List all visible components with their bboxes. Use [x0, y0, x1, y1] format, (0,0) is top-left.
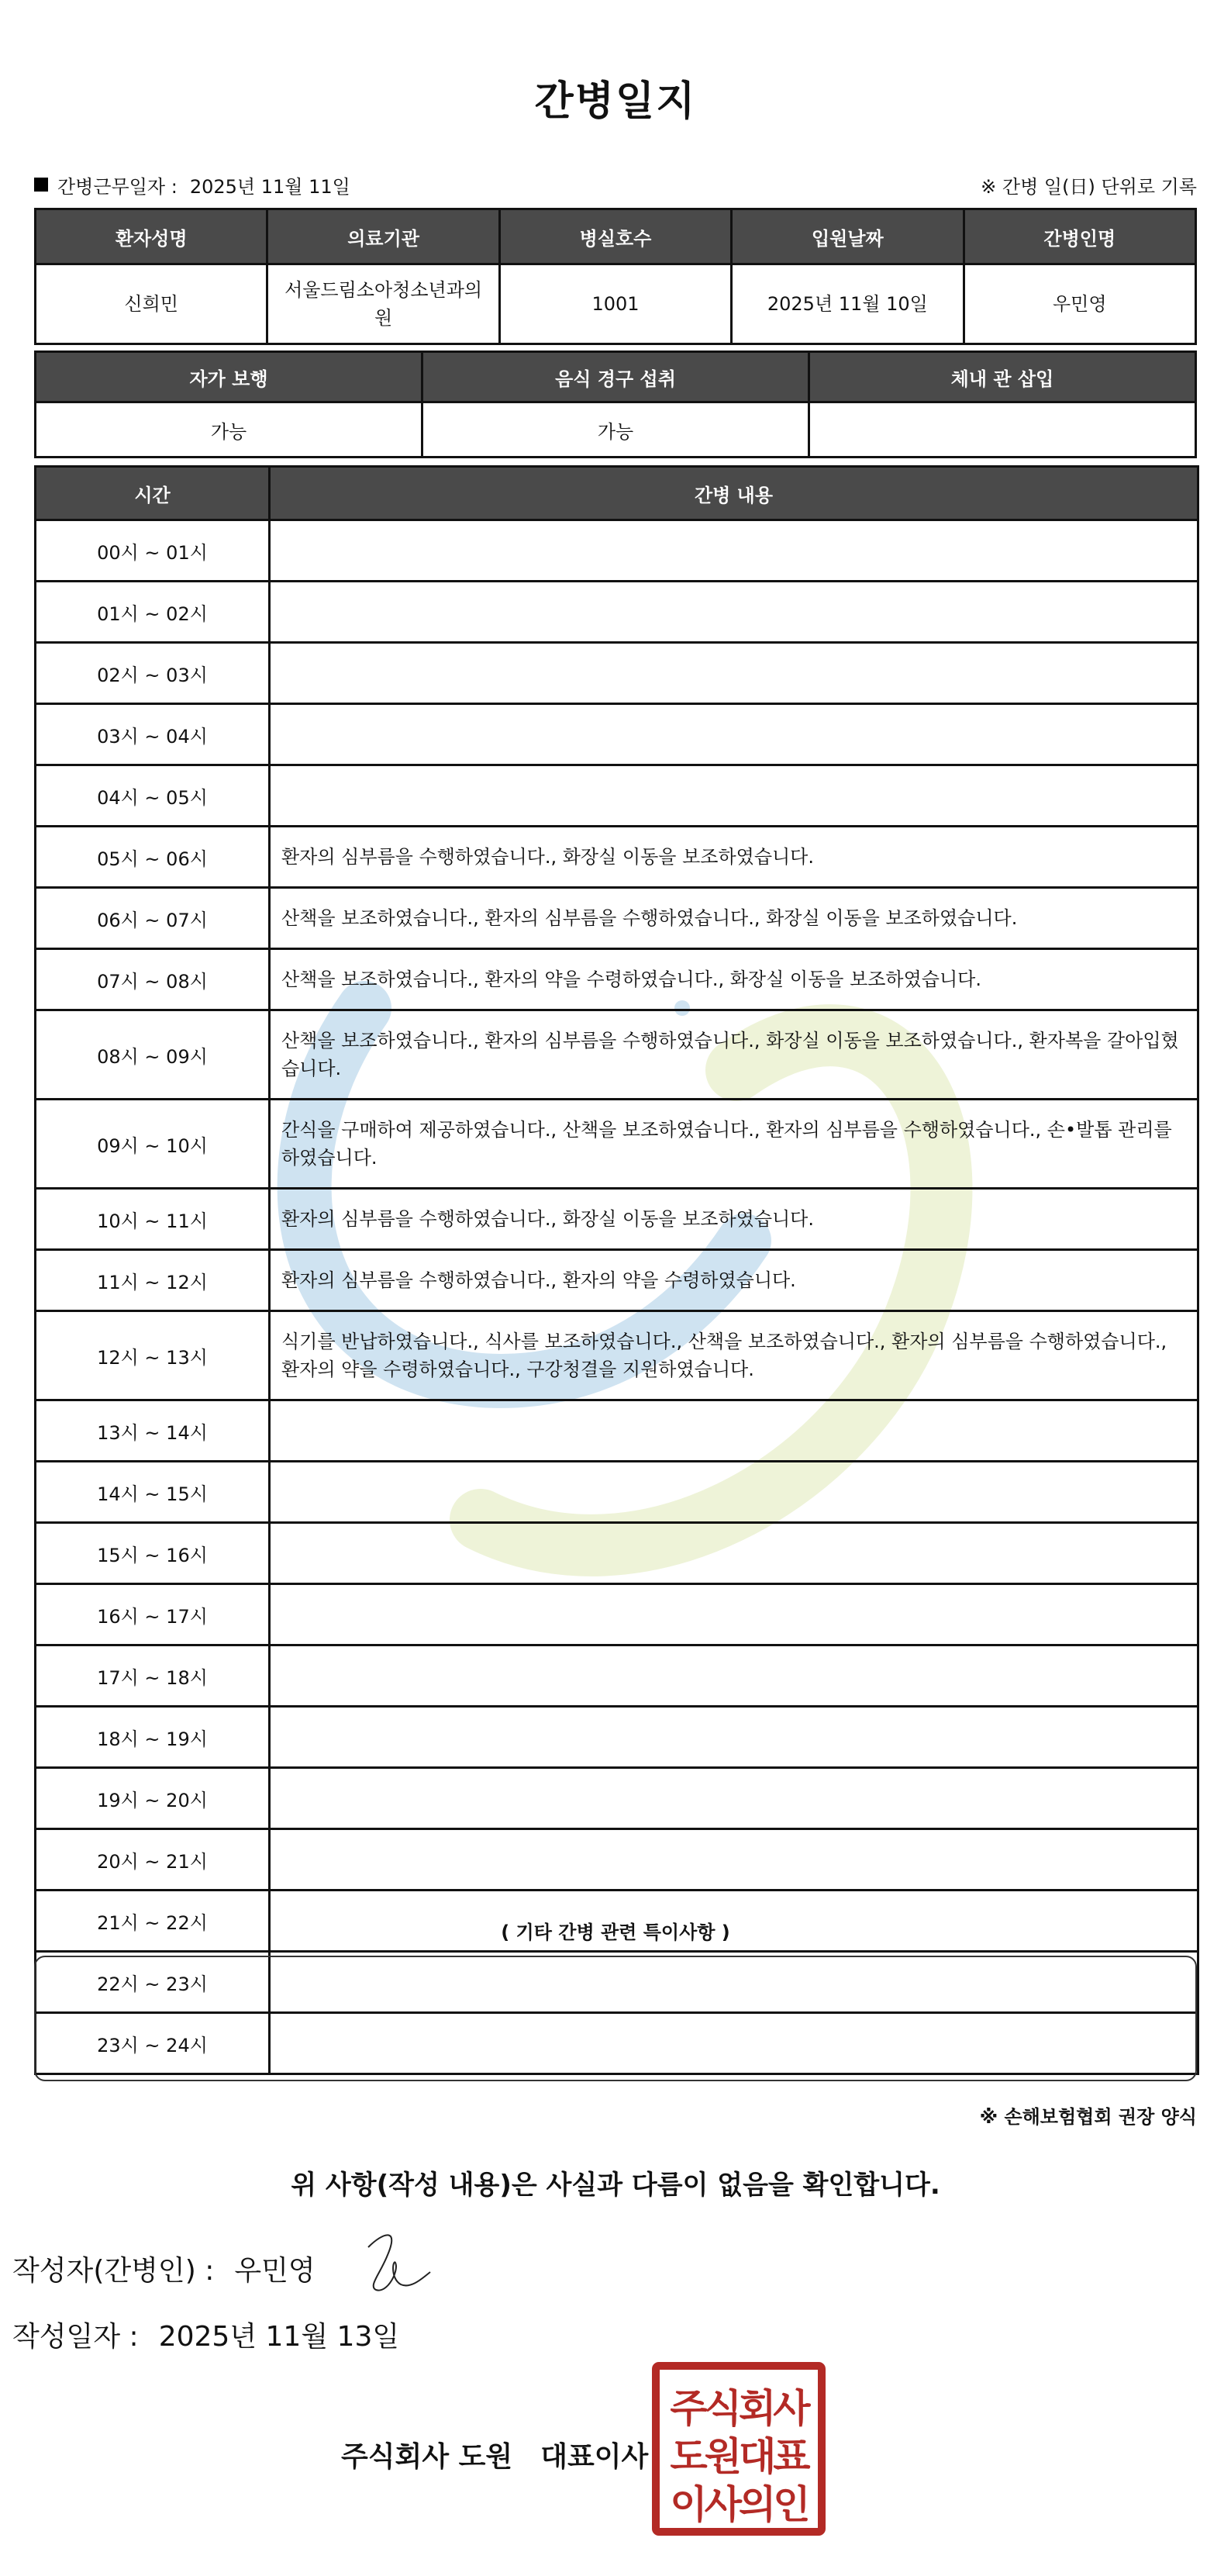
care-content — [270, 1829, 1198, 1891]
table-row — [36, 1768, 1198, 1829]
care-content: 환자의 심부름을 수행하였습니다., 화장실 이동을 보조하였습니다. — [270, 1189, 1198, 1250]
time-slot: 14시 ~ 15시 — [36, 1462, 270, 1523]
admission-date: 2025년 11월 10일 — [732, 264, 964, 344]
seal-line-1: 주식회사 — [670, 2386, 808, 2431]
time-slot: 09시 ~ 10시 — [36, 1100, 270, 1189]
care-content: 산책을 보조하였습니다., 환자의 심부름을 수행하였습니다., 화장실 이동을 보조하였습니다., 환자복을 갈아입혔습니다. — [270, 1010, 1198, 1100]
work-date-value: 2025년 11월 11일 — [189, 175, 350, 198]
table-row — [36, 1645, 1198, 1707]
table-row — [36, 1400, 1198, 1462]
header-care-content: 간병 내용 — [270, 467, 1198, 520]
table-row — [36, 949, 1198, 1010]
confirmation-statement: 위 사항(작성 내용)은 사실과 다름이 없음을 확인합니다. — [291, 2170, 940, 2201]
care-log-table — [34, 465, 1199, 2075]
table-row — [36, 765, 1198, 827]
time-slot: 04시 ~ 05시 — [36, 765, 270, 827]
self-walking-value: 가능 — [36, 402, 422, 458]
table-row — [36, 1829, 1198, 1891]
document-title: 간병일지 — [534, 78, 697, 125]
care-content — [270, 1584, 1198, 1645]
table-row — [36, 1189, 1198, 1250]
time-slot: 03시 ~ 04시 — [36, 704, 270, 765]
table-row — [36, 1010, 1198, 1100]
time-slot: 06시 ~ 07시 — [36, 888, 270, 949]
ability-table — [34, 350, 1197, 458]
time-slot: 21시 ~ 22시 — [36, 1891, 270, 1952]
time-slot: 16시 ~ 17시 — [36, 1584, 270, 1645]
work-date-label: 간병근무일자 : — [57, 175, 178, 198]
patient-name: 신희민 — [36, 264, 267, 344]
care-content: 간식을 구매하여 제공하였습니다., 산책을 보조하였습니다., 환자의 심부름을 수행하였습니다., 손•발톱 관리를 하였습니다. — [270, 1100, 1198, 1189]
writer-row — [12, 2249, 316, 2288]
table-row — [36, 520, 1198, 582]
time-slot: 00시 ~ 01시 — [36, 520, 270, 582]
time-slot: 20시 ~ 21시 — [36, 1829, 270, 1891]
time-slot: 15시 ~ 16시 — [36, 1523, 270, 1584]
table-row — [36, 888, 1198, 949]
care-content: 산책을 보조하였습니다., 환자의 심부름을 수행하였습니다., 화장실 이동을 보조하였습니다. — [270, 888, 1198, 949]
seal-line-2: 도원대표 — [670, 2434, 808, 2479]
care-content — [270, 520, 1198, 582]
header-patient-name: 환자성명 — [36, 209, 267, 264]
square-bullet-icon — [34, 178, 48, 192]
care-content: 산책을 보조하였습니다., 환자의 약을 수령하였습니다., 화장실 이동을 보조하였습니다. — [270, 949, 1198, 1010]
table-row — [36, 1707, 1198, 1768]
table-row — [36, 827, 1198, 888]
care-content: 환자의 심부름을 수행하였습니다., 화장실 이동을 보조하였습니다. — [270, 827, 1198, 888]
table-row — [36, 1311, 1198, 1400]
time-slot: 11시 ~ 12시 — [36, 1250, 270, 1311]
table-row — [36, 582, 1198, 643]
care-content — [270, 1645, 1198, 1707]
table-row — [36, 1462, 1198, 1523]
table-row — [36, 1523, 1198, 1584]
table-row — [36, 1250, 1198, 1311]
unit-note: ※ 간병 일(日) 단위로 기록 — [981, 175, 1197, 198]
care-content — [270, 765, 1198, 827]
company-seal — [651, 2361, 826, 2536]
written-date-row — [12, 2315, 399, 2354]
written-date-label: 작성일자 : — [12, 2321, 139, 2353]
care-content: 환자의 심부름을 수행하였습니다., 환자의 약을 수령하였습니다. — [270, 1250, 1198, 1311]
care-content — [270, 1707, 1198, 1768]
care-content — [270, 1400, 1198, 1462]
care-content: 식기를 반납하였습니다., 식사를 보조하였습니다., 산책을 보조하였습니다., 환자의 심부름을 수행하였습니다., 환자의 약을 수령하였습니다., 구강청결을 지원하였습니다. — [270, 1311, 1198, 1400]
caregiver-name: 우민영 — [964, 264, 1195, 344]
time-slot: 07시 ~ 08시 — [36, 949, 270, 1010]
table-row — [36, 1100, 1198, 1189]
table-row — [36, 643, 1198, 704]
time-slot: 01시 ~ 02시 — [36, 582, 270, 643]
form-note: ※ 손해보험협회 권장 양식 — [979, 2106, 1197, 2128]
care-content — [270, 1768, 1198, 1829]
time-slot: 05시 ~ 06시 — [36, 827, 270, 888]
oral-intake-value: 가능 — [422, 402, 809, 458]
tube-insertion-value — [809, 402, 1196, 458]
header-self-walking: 자가 보행 — [36, 352, 422, 402]
seal-line-3: 이사의인 — [670, 2482, 808, 2527]
company-name: 주식회사 도원 — [341, 2441, 513, 2473]
signature — [353, 2224, 438, 2301]
time-slot: 10시 ~ 11시 — [36, 1189, 270, 1250]
header-caregiver: 간병인명 — [964, 209, 1195, 264]
header-hospital: 의료기관 — [267, 209, 499, 264]
header-tube-insertion: 체내 관 삽입 — [809, 352, 1196, 402]
room-number: 1001 — [499, 264, 731, 344]
header-oral-intake: 음식 경구 섭취 — [422, 352, 809, 402]
company-row — [341, 2435, 648, 2474]
writer-label: 작성자(간병인) : — [12, 2255, 215, 2287]
time-slot: 02시 ~ 03시 — [36, 643, 270, 704]
time-slot: 22시 ~ 23시 — [36, 1952, 270, 2013]
time-slot: 23시 ~ 24시 — [36, 2013, 270, 2074]
time-slot: 19시 ~ 20시 — [36, 1768, 270, 1829]
header-admission-date: 입원날짜 — [732, 209, 964, 264]
time-slot: 13시 ~ 14시 — [36, 1400, 270, 1462]
writer-name: 우민영 — [234, 2255, 316, 2287]
time-slot: 08시 ~ 09시 — [36, 1010, 270, 1100]
remarks-title: ( 기타 간병 관련 특이사항 ) — [501, 1922, 730, 1943]
company-title: 대표이사 — [540, 2441, 649, 2473]
time-slot: 12시 ~ 13시 — [36, 1311, 270, 1400]
written-date-value: 2025년 11월 13일 — [158, 2321, 400, 2353]
care-content — [270, 582, 1198, 643]
table-row — [36, 704, 1198, 765]
remarks-box — [34, 1956, 1197, 2081]
care-content — [270, 704, 1198, 765]
care-content — [270, 1523, 1198, 1584]
time-slot: 18시 ~ 19시 — [36, 1707, 270, 1768]
care-content — [270, 1462, 1198, 1523]
header-time: 시간 — [36, 467, 270, 520]
patient-info-table — [34, 208, 1197, 345]
hospital-name: 서울드림소아청소년과의원 — [267, 264, 499, 344]
time-slot: 17시 ~ 18시 — [36, 1645, 270, 1707]
care-content — [270, 643, 1198, 704]
header-room: 병실호수 — [499, 209, 731, 264]
table-row — [36, 1584, 1198, 1645]
work-date-row — [34, 171, 1197, 199]
